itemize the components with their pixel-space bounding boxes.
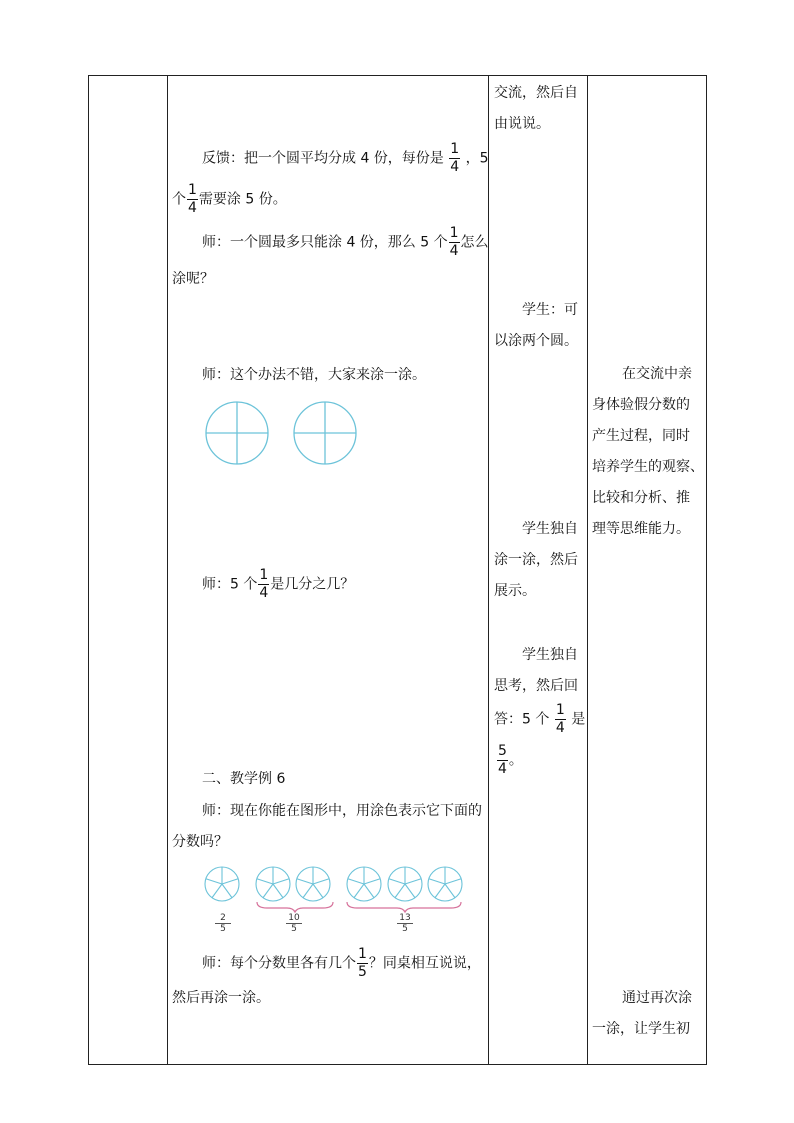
teacher1-line-2: 涂呢？ [172, 271, 214, 287]
teacher4-line-1: 师：现在你能在图形中，用涂色表示它下面的 [202, 803, 482, 819]
student3-answer-prefix: 答：5 个 [494, 711, 550, 728]
feedback-text-c: 个 [172, 191, 186, 208]
teacher5-text-a: 师：每个分数里各有几个 [202, 955, 356, 972]
feedback-line-2 [172, 182, 287, 217]
fifths-circle-1 [205, 867, 239, 901]
fraction-one-quarter: $\frac{1}{4}$ [555, 702, 565, 736]
teacher1-text-b: 怎么 [460, 234, 489, 251]
intent2-line-2: 一涂，让学生初 [592, 1021, 690, 1037]
fraction-one-fifth: $\frac{1}{5}$ [358, 946, 367, 980]
fraction-five-quarters: $\frac{5}{4}$ [498, 743, 507, 777]
teacher3-line [202, 567, 354, 602]
student3-line-1: 学生独自 [522, 647, 578, 663]
brace-thirteen-fifths [347, 902, 461, 912]
student2-line-1: 学生独自 [522, 521, 578, 537]
teacher5-line-1 [202, 946, 481, 981]
section-heading-example6: 二、教学例 6 [202, 771, 286, 787]
student3-line-4 [496, 743, 523, 778]
col3-line-2: 由说说。 [494, 116, 550, 132]
teacher3-text-a: 师：5 个 [202, 576, 258, 593]
fraction-one-quarter: $\frac{1}{4}$ [450, 141, 460, 175]
student3-answer-end: 。 [508, 752, 523, 769]
student3-answer-is: 是 [571, 711, 586, 728]
col3-line-1: 交流，然后自 [494, 85, 578, 101]
student2-line-3: 展示。 [494, 583, 536, 599]
fraction-two-fifths: 2 5 [215, 913, 231, 934]
student1-line-1: 学生：可 [522, 302, 578, 318]
intent1-line-5: 比较和分析、推 [592, 490, 690, 506]
fraction-one-quarter: $\frac{1}{4}$ [259, 567, 269, 601]
feedback-text-a: 反馈：把一个圆平均分成 4 份，每份是 [202, 150, 444, 167]
teacher1-text-a: 师：一个圆最多只能涂 4 份，那么 5 个 [202, 234, 448, 251]
teacher2-line: 师：这个办法不错，大家来涂一涂。 [202, 367, 426, 383]
fraction-thirteen-fifths: 13 5 [397, 913, 413, 934]
table-border-top [88, 75, 707, 76]
feedback-line-1 [202, 141, 489, 176]
fifths-circles-figure [195, 860, 485, 910]
feedback-text-d: 需要涂 5 份。 [198, 191, 287, 208]
intent1-line-1: 在交流中亲 [622, 366, 692, 382]
teacher1-line-1 [202, 225, 489, 260]
student3-line-3 [494, 702, 585, 737]
fraction-one-quarter: $\frac{1}{4}$ [449, 225, 459, 259]
fifths-circle-4 [347, 867, 381, 901]
table-divider-3 [587, 75, 588, 1065]
intent1-line-4: 培养学生的观察、 [592, 459, 704, 475]
table-divider-1 [167, 75, 168, 1065]
fifths-circle-2 [256, 867, 290, 901]
intent1-line-3: 产生过程，同时 [592, 428, 690, 444]
student3-line-2: 思考，然后回 [494, 678, 578, 694]
table-border-right [706, 75, 707, 1065]
fifths-circle-6 [428, 867, 462, 901]
feedback-text-b: ，5 [465, 150, 489, 167]
table-divider-2 [488, 75, 489, 1065]
intent2-line-1: 通过再次涂 [622, 990, 692, 1006]
table-border-left [88, 75, 89, 1065]
teacher3-text-b: 是几分之几？ [270, 576, 355, 593]
fraction-ten-fifths: 10 5 [286, 913, 302, 934]
intent1-line-2: 身体验假分数的 [592, 397, 690, 413]
intent1-line-6: 理等思维能力。 [592, 521, 690, 537]
student2-line-2: 涂一涂，然后 [494, 552, 578, 568]
student1-line-2: 以涂两个圆。 [494, 333, 578, 349]
fifths-circle-5 [388, 867, 422, 901]
table-border-bottom [88, 1064, 707, 1065]
teacher5-line-2: 然后再涂一涂。 [172, 990, 270, 1006]
teacher5-text-b: ？同桌相互说说， [368, 955, 481, 972]
quarter-circles-figure [200, 399, 370, 469]
teacher4-line-2: 分数吗？ [172, 834, 228, 850]
fifths-circle-3 [296, 867, 330, 901]
brace-ten-fifths [257, 902, 333, 912]
fraction-one-quarter: $\frac{1}{4}$ [188, 182, 197, 216]
